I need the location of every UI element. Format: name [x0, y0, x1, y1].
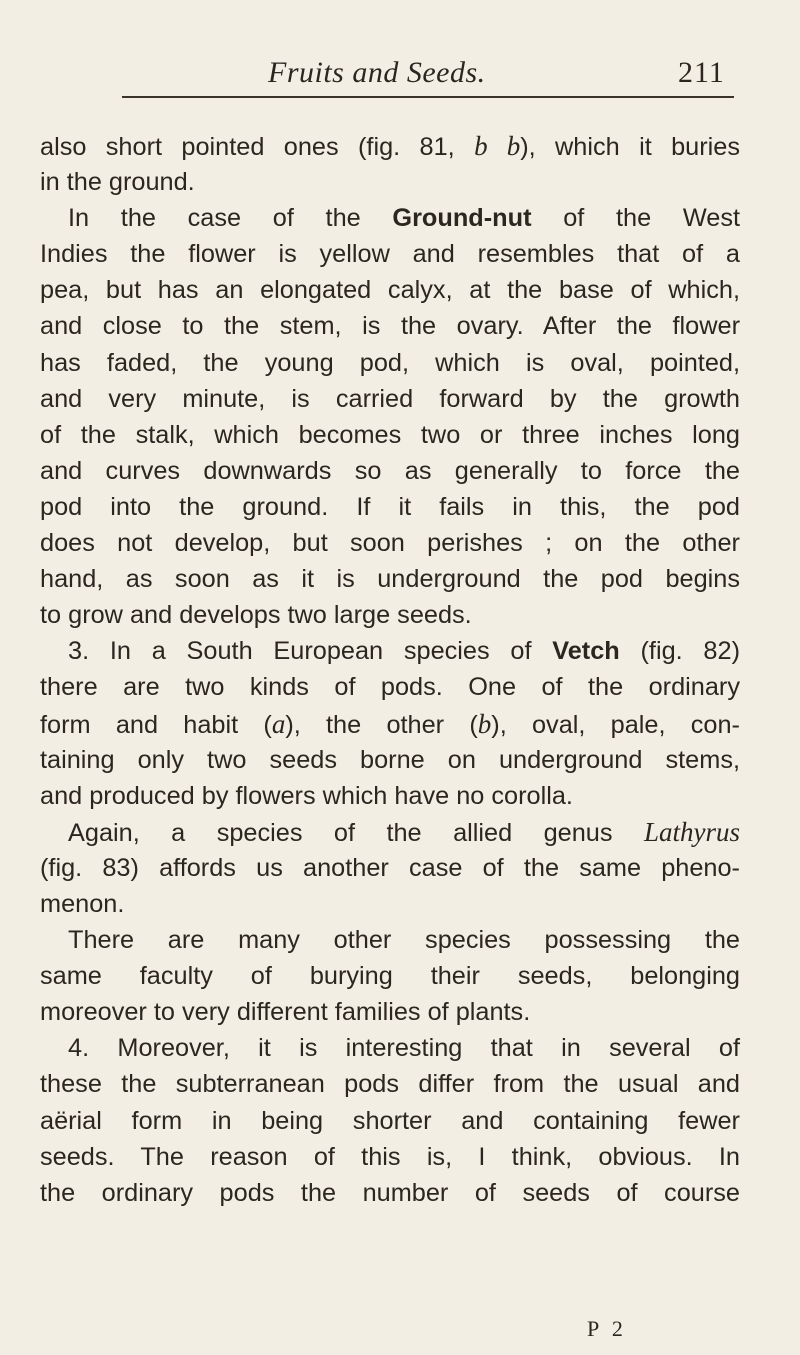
text-line: 3. In a South European species of Vetch (fig. 82)	[68, 637, 740, 666]
text-line: 4. Moreover, it is interesting that in several of	[68, 1034, 740, 1063]
text-line: and curves downwards so as generally to force the	[40, 456, 740, 485]
text-line: in the ground.	[40, 168, 195, 197]
text-line: has faded, the young pod, which is oval, pointed,	[40, 348, 740, 377]
text-line: aërial form in being shorter and containing fewer	[40, 1106, 740, 1135]
text-line: and close to the stem, is the ovary. After the flower	[40, 312, 740, 341]
text-line: does not develop, but soon perishes ; on the other	[40, 529, 740, 558]
text-line: of the stalk, which becomes two or three inches long	[40, 420, 740, 449]
text-line: pea, but has an elongated calyx, at the base of which,	[40, 276, 740, 305]
text-line: taining only two seeds borne on underground stems,	[40, 745, 740, 774]
header-rule	[122, 96, 734, 98]
text-line: and produced by flowers which have no corolla.	[40, 781, 573, 810]
term-lathyrus: Lathyrus	[643, 816, 740, 847]
text-line: There are many other species possessing the	[68, 926, 740, 955]
text-line: same faculty of burying their seeds, belonging	[40, 962, 740, 991]
text-line: In the case of the Ground-nut of the West	[68, 204, 740, 233]
page-number: 211	[678, 56, 725, 89]
body-text	[40, 128, 740, 1211]
term-vetch: Vetch	[552, 637, 620, 666]
text-line: menon.	[40, 889, 125, 918]
text-line: form and habit (a), the other (b), oval, pale, con-	[40, 708, 740, 739]
text-line: these the subterranean pods differ from the usual and	[40, 1070, 740, 1099]
text-line: to grow and develops two large seeds.	[40, 601, 472, 630]
text-line: (fig. 83) affords us another case of the same pheno-	[40, 853, 740, 882]
text-line: hand, as soon as it is underground the pod begins	[40, 565, 740, 594]
text-line: also short pointed ones (fig. 81, b b), which it buries	[40, 131, 741, 161]
text-line: Again, a species of the allied genus Lathyrus	[68, 816, 740, 847]
running-title: Fruits and Seeds.	[268, 56, 486, 89]
text-line: and very minute, is carried forward by the growth	[40, 384, 740, 413]
text-line: seeds. The reason of this is, I think, obvious. In	[40, 1142, 740, 1171]
text-line: the ordinary pods the number of seeds of course	[40, 1178, 740, 1207]
text-line: there are two kinds of pods. One of the ordinary	[40, 673, 740, 702]
page-header	[0, 50, 800, 90]
text-line: Indies the flower is yellow and resembles that of a	[40, 240, 740, 269]
text-line: moreover to very different families of plants.	[40, 998, 531, 1027]
term-ground-nut: Ground-nut	[392, 204, 532, 233]
text-line: pod into the ground. If it fails in this, the pod	[40, 492, 740, 521]
signature-mark: P 2	[587, 1316, 627, 1341]
